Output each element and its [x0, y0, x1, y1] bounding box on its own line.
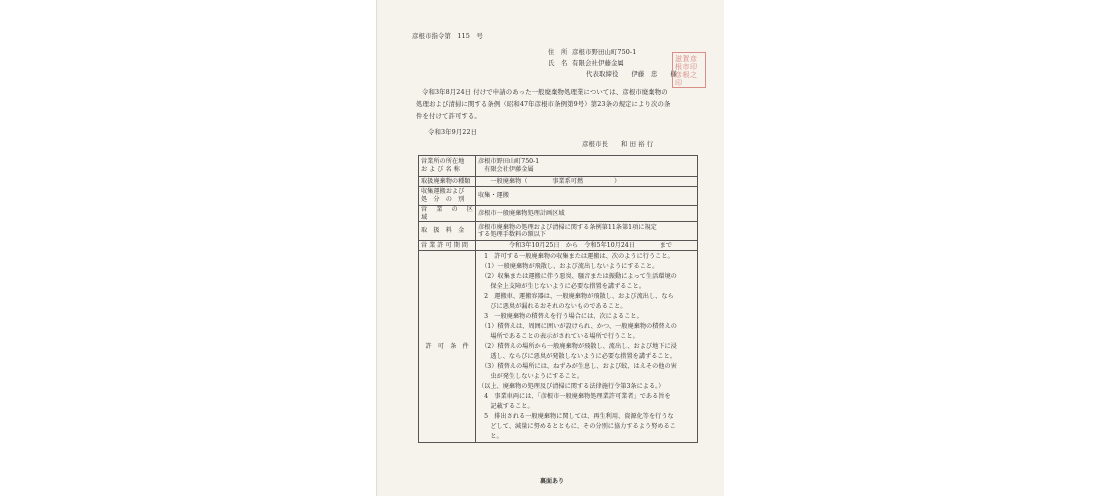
- condition-line: （3）積替えの場所には、ねずみが生息し、および蚊、はえその他の害: [478, 362, 677, 370]
- condition-line: （以上、廃棄物の処理及び清掃に関する法律施行令第3条による。）: [478, 382, 665, 390]
- condition-line: （2）積替えの場所から一般廃棄物が飛散し、流出し、および地下に浸: [478, 342, 677, 350]
- condition-line: （1）一般廃棄物が飛散し、および流出しないようにすること。: [478, 262, 659, 270]
- condition-line: 5 排出される一般廃棄物に関しては、再生利用、資源化等を行うな: [478, 412, 674, 420]
- condition-line: 3 一般廃棄物の積替えを行う場合には、次によること。: [478, 312, 643, 320]
- body-line-3: 件を付けて許可する。: [416, 112, 481, 120]
- condition-line: 1 許可する一般廃棄物の収集または運搬は、次のように行うこと。: [478, 252, 674, 260]
- table-row: [419, 206, 698, 222]
- condition-line: 4 事業車両には、「彦根市一般廃棄物処理業許可業者」である旨を: [478, 392, 671, 400]
- table-row: [419, 251, 698, 443]
- address-value: 彦根市野田山町750-1: [572, 48, 637, 56]
- condition-line: 2 運搬車、運搬容器は、一般廃棄物が飛散し、および流出し、なら: [478, 292, 674, 300]
- row-value: 彦根市廃棄物の処理および清掃に関する条例第11条第1項に規定 する処理手数料の額以下: [476, 222, 698, 241]
- condition-line: 記載すること。: [478, 402, 534, 410]
- company-name: 有限会社伊藤金属: [572, 59, 624, 67]
- condition-line: どして、減量に努めるとともに、その分別に協力するよう努めるこ: [478, 422, 676, 430]
- body-line-2: 処理および清掃に関する条例（昭和47年彦根市条例第9号）第23条の規定により次の条: [416, 100, 671, 108]
- row-value: 収集・運搬: [476, 187, 698, 206]
- condition-line: 虫が発生しないようにすること。: [478, 372, 584, 380]
- table-row: [419, 222, 698, 241]
- row-value: 彦根市一般廃棄物処理計画区域: [476, 206, 698, 222]
- document-page: [376, 0, 724, 496]
- conditions-text: [476, 251, 698, 443]
- name-label: 氏 名: [548, 59, 568, 67]
- condition-line: 保全上支障が生じないように必要な措置を講ずること。: [478, 282, 646, 290]
- condition-line: 透し、ならびに悪臭が発散しないように必要な措置を講ずること。: [478, 352, 676, 360]
- conditions-label: 許 可 条 件: [419, 251, 476, 443]
- address-label: 住 所: [548, 48, 568, 56]
- table-row: [419, 241, 698, 251]
- official-seal: 滋賀彦根市印彦根之印: [672, 52, 706, 88]
- condition-line: 場所であることの表示がされている場所で行うこと。: [478, 332, 639, 340]
- row-label: 取扱廃棄物の種類: [419, 177, 476, 187]
- representative: 代表取締役 伊藤 忠 様: [586, 70, 677, 78]
- issuer: 彦根市長 和 田 裕 行: [582, 140, 654, 148]
- row-value: 彦根市野田山町750-1 有限会社伊藤金属: [476, 156, 698, 177]
- permit-table: [418, 155, 698, 443]
- table-row: [419, 177, 698, 187]
- footer-note: 裏面あり: [540, 478, 565, 485]
- row-label: 営 業 の 区 域: [419, 206, 476, 222]
- body-line-1: 令和3年8月24日 付けで申請のあった一般廃棄物処理業については、彦根市廃棄物の: [422, 88, 668, 96]
- row-label: 営 業 許 可 期 間: [419, 241, 476, 251]
- issue-date: 令和3年9月22日: [428, 128, 478, 136]
- reference-number: 彦根市指令第 115 号: [412, 32, 483, 40]
- row-value: 令和3年10月25日 から 令和5年10月24日 まで: [476, 241, 698, 251]
- condition-line: びに悪臭が漏れるおそれのないものであること。: [478, 302, 627, 310]
- condition-line: と。: [478, 432, 503, 440]
- condition-line: （1）積替えは、周囲に囲いが設けられ、かつ、一般廃棄物の積替えの: [478, 322, 677, 330]
- table-row: [419, 156, 698, 177]
- row-label: 営業所の所在地 お よ び 名 称: [419, 156, 476, 177]
- row-value: 一般廃棄物（ 事業系可燃 ）: [476, 177, 698, 187]
- row-label: 収集運搬および 処 分 の 別: [419, 187, 476, 206]
- row-label: 取 扱 料 金: [419, 222, 476, 241]
- condition-line: （2）収集または運搬に伴う悪臭、騒音または振動によって生活環境の: [478, 272, 677, 280]
- table-row: [419, 187, 698, 206]
- page-edge: [376, 0, 377, 496]
